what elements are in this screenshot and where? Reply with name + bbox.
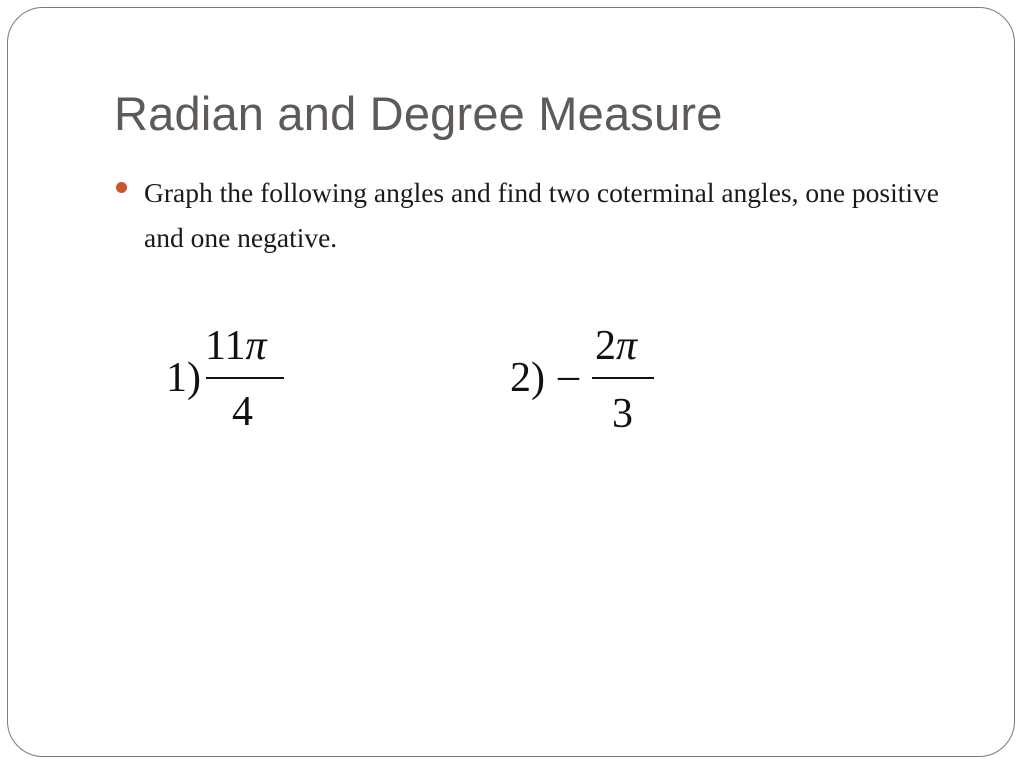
problem-2-minus-sign: – bbox=[558, 353, 579, 399]
bullet-text: Graph the following angles and find two coterminal angles, one positive and one negative. bbox=[144, 177, 940, 253]
bullet-dot-icon bbox=[116, 182, 127, 193]
problem-1-denominator: 4 bbox=[232, 389, 253, 435]
problem-1-fraction-bar bbox=[206, 377, 284, 379]
problem-1-numerator-coef: 11 bbox=[205, 323, 246, 369]
problem-2-numerator bbox=[595, 322, 637, 370]
problem-1-label: 1) bbox=[166, 355, 201, 401]
problem-2-numerator-coef: 2 bbox=[595, 323, 616, 369]
problem-2-label: 2) bbox=[510, 355, 545, 401]
problem-2-denominator: 3 bbox=[612, 391, 633, 437]
slide-title: Radian and Degree Measure bbox=[114, 87, 723, 140]
problem-1-pi-symbol: π bbox=[245, 323, 267, 369]
problem-1-numerator bbox=[205, 322, 267, 370]
problem-2-pi-symbol: π bbox=[616, 323, 638, 369]
problem-2-fraction-bar bbox=[592, 377, 654, 379]
